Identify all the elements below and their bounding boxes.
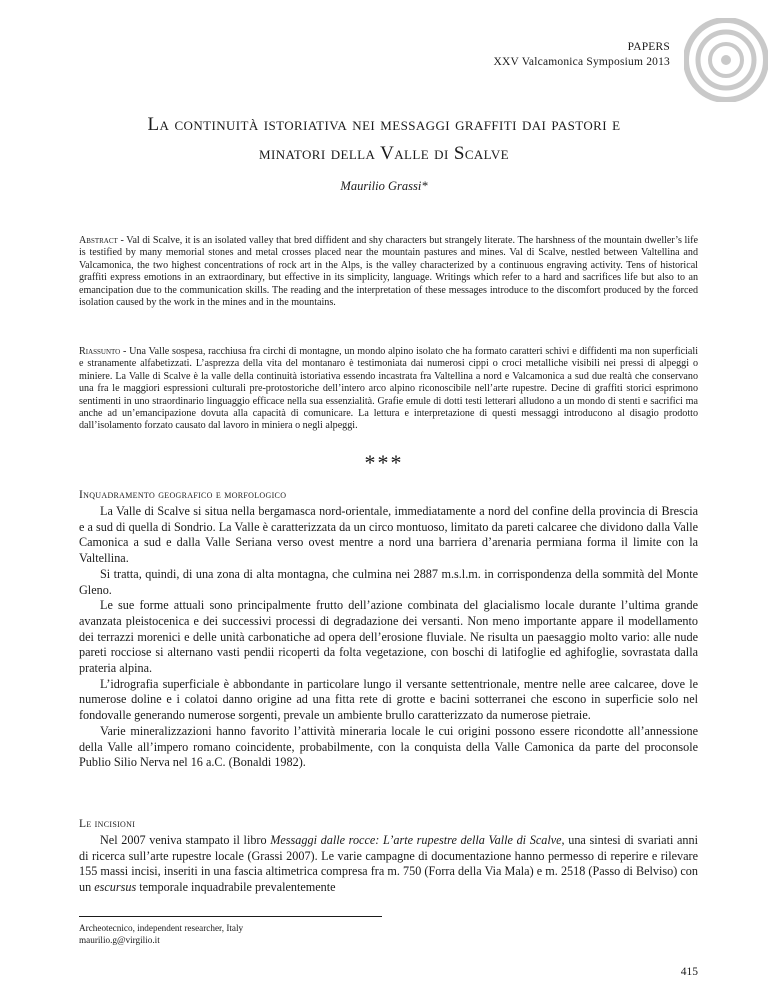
footnote — [79, 922, 243, 946]
section-body-engravings — [79, 833, 698, 896]
title-line-2: minatori della Valle di Scalve — [259, 143, 509, 164]
header-series: PAPERS — [627, 41, 670, 53]
section-body-geography — [79, 504, 698, 771]
abstract-text: - Val di Scalve, it is an isolated valley that bred diffident and shy characters but strangely literate. The harshness of the mountain dweller’s life is testified by many memorial stones and metal crosses placed near the mountain pastures and mines. Val di Scalve, nestled between Valtellina and Valcamonica, the two highest concentrations of rock art in the Alps, is the valley characterized by a continuous engraving activity. Tens of historical graffiti express emotions in an extraordinary, but effective in its simplicity, language. Writings which refer to a hard and sacrifices life but also to an emancipation due to the communication skills. The reading and the interpretation of these messages introduce to the discomfort produced by the forced isolation caused by the work in the mines and in the mountains. — [79, 235, 698, 309]
footnote-affiliation: Archeotecnico, independent researcher, Italy — [79, 923, 244, 933]
section-separator: *** — [364, 450, 404, 475]
text-run: Nel 2007 veniva stampato il libro — [100, 833, 271, 847]
paragraph: Varie mineralizzazioni hanno favorito l’attività mineraria locale le cui origini possono essere ricondotte all’annessione della Valle all’impero romano coincidente, probabilmente, con la conquista della Valle Camonica da parte del proconsole Publio Silio Nerva nel 16 a.C. (Bonaldi 1982). — [79, 723, 698, 770]
paragraph: La Valle di Scalve si situa nella bergamasca nord-orientale, immediatamente a nord del confine della provincia di Brescia e a sud di quella di Sondrio. La Valle è caratterizzata da un circo montuoso, limitato da pareti calcaree che dividono dalla Valle Camonica a sud e dalla Valle Seriana verso ovest mentre a nord una barriera d’arenaria permiana forma il limite con la Valtellina. — [79, 504, 698, 566]
author-name: Maurilio Grassi* — [340, 179, 428, 193]
paragraph: L’idrografia superficiale è abbondante in particolare lungo il versante settentrionale, mentre nelle aree calcaree, dove le numerose doline e i colatoi danno origine ad una fitta rete di grotte e bacini sotterranei che escono in superficie solo nel fondovalle generando numerose sorgenti, prevale un ambiente brullo caratterizzato da numerose pietraie. — [79, 676, 698, 723]
section-heading-geography: Inquadramento geografico e morfologico — [79, 489, 287, 501]
book-title: Messaggi dalle rocce: L’arte rupestre della Valle di Scalve — [270, 833, 562, 847]
latin-term: escursus — [94, 880, 137, 895]
footnote-divider — [79, 916, 382, 917]
paragraph: Le sue forme attuali sono principalmente frutto dell’azione combinata del glacialismo locale durante l’ultima grande avanzata pleistocenica e dei successivi processi di degradazione dei versanti. Non meno importante appare il modellamento dei terrazzi morenici e delle unità carbonatiche ad opera dell’erosione fluviale. Ne risulta un paesaggio molto vario: alle nude pareti rocciose si alternano vasti pendii ricoperti da folta vegetazione, con boschi di latifoglie ed aghifoglie, sovrastata dalla prateria alpina. — [79, 598, 698, 676]
footnote-email: maurilio.g@virgilio.it — [79, 935, 160, 945]
abstract-label: Abstract — [79, 235, 118, 246]
header-event: XXV Valcamonica Symposium 2013 — [493, 56, 670, 68]
riassunto-label: Riassunto — [79, 346, 121, 357]
page-number: 415 — [680, 966, 698, 978]
paragraph — [79, 833, 698, 896]
text-run: temporale inquadrabile prevalentemente — [136, 880, 336, 895]
spiral-logo-icon — [684, 18, 768, 102]
section-heading-engravings: Le incisioni — [79, 818, 136, 830]
paper-title — [70, 110, 698, 168]
title-line-1: La continuità istoriativa nei messaggi graffiti dai pastori e — [147, 114, 621, 135]
paragraph: Si tratta, quindi, di una zona di alta montagna, che culmina nei 2887 m.s.l.m. in corrispondenza della sommità del Monte Gleno. — [79, 566, 698, 597]
abstract-block — [79, 235, 698, 309]
running-header — [494, 40, 670, 70]
riassunto-block — [79, 346, 698, 433]
text-run: , una sintesi di svariati anni di ricerca sull’arte rupestre locale (Grassi 2007). Le varie campagne di documentazione hanno permesso di reperire e rilevare 155 massi incisi, inseriti in una fascia altimetrica compresa fra m. 750 (Forra della Via Mala) e m. 2518 (Passo di Belviso) con un — [79, 833, 698, 895]
riassunto-text: - Una Valle sospesa, racchiusa fra circhi di montagne, un mondo alpino isolato che ha formato caratteri schivi e diffidenti ma non superficiali e stranamente alfabetizzati. L’asprezza della vita del montanaro è testimoniata dai numerosi cippi o croci metalliche visibili nei pressi di alpeggi o miniere. La Valle di Scalve è la valle della continuità istoriativa essendo incastrata fra Valtellina a nord e Valcamonica a sud due realtà che conservano una fra le maggiori espressioni culturali pre-protostoriche dell’intero arco alpino riconoscibile nell’arte rupestre. Decine di graffiti storici esprimono sentimenti in uno straordinario linguaggio efficace nella sua essenzialità. Grafie emule di dotti testi letterari alludono a un mondo di stenti e sacrifici ma anche ad un’emancipazione dovuta alla capacità di comunicare. La lettura e interpretazione di questi messaggi introducono al disagio prodotto dall’isolamento forzato causato dal lavoro in miniera o negli alpeggi. — [79, 346, 698, 432]
